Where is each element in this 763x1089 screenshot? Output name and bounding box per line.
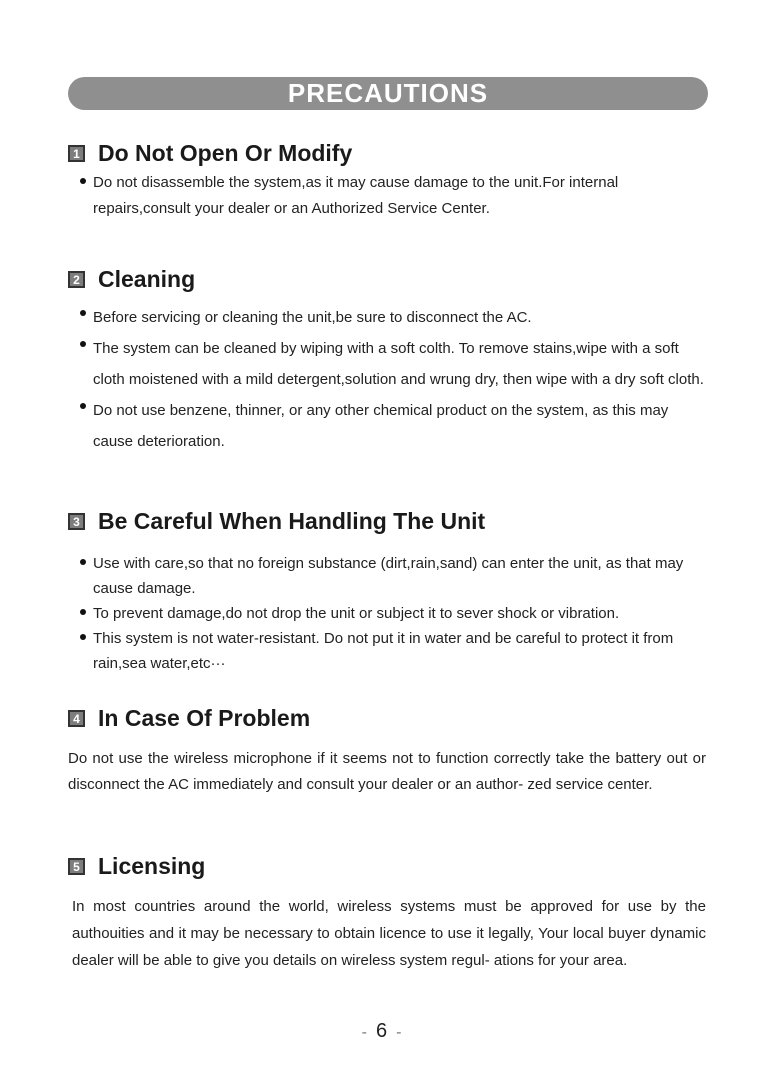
section-1-bullet-1: Do not disassemble the system,as it may cause damage to the unit.For internal repairs,consult your dealer or an Authorized Service Center. bbox=[78, 170, 708, 222]
section-2-bullet-2: The system can be cleaned by wiping with a soft colth. To remove stains,wipe with a soft cloth moistened with a mild detergent,solution and wrung dry, then wipe with a dry soft cloth. bbox=[78, 333, 708, 395]
page-title: PRECAUTIONS bbox=[287, 78, 489, 108]
section-4-title: In Case Of Problem bbox=[98, 705, 311, 731]
precautions-title-bar bbox=[68, 77, 708, 110]
section-5-title: Licensing bbox=[98, 853, 206, 879]
section-4-heading bbox=[68, 705, 310, 732]
section-5-number-box: 5 bbox=[68, 858, 85, 875]
section-2-title: Cleaning bbox=[98, 266, 196, 292]
section-2-bullet-3: Do not use benzene, thinner, or any other chemical product on the system, as this may cause deterioration. bbox=[78, 395, 708, 457]
page-number-dash-right: - bbox=[396, 1024, 402, 1041]
section-5-heading bbox=[68, 853, 205, 880]
section-3-bullet-1: Use with care,so that no foreign substance (dirt,rain,sand) can enter the unit, as that may cause damage. bbox=[78, 551, 708, 601]
section-1-number-box: 1 bbox=[68, 145, 85, 162]
section-2-bullets bbox=[78, 302, 708, 457]
section-3-bullet-3: This system is not water-resistant. Do not put it in water and be careful to protect it from rain,sea water,etc··· bbox=[78, 626, 708, 676]
page-number: 6 bbox=[375, 1020, 388, 1042]
section-2-number-box: 2 bbox=[68, 271, 85, 288]
section-4-paragraph: Do not use the wireless microphone if it seems not to function correctly take the battery out or disconnect the AC immediately and consult your dealer or an author- zed service center. bbox=[68, 750, 706, 793]
section-3-bullets bbox=[78, 551, 708, 676]
page-number-dash-left: - bbox=[361, 1024, 367, 1041]
section-2-heading bbox=[68, 266, 195, 293]
section-1-heading bbox=[68, 140, 352, 167]
section-5-paragraph: In most countries around the world, wireless systems must be approved for use by the authouities and it may be necessary to obtain licence to use it legally, Your local buyer dynamic dealer will be able to give you details on wireless system regul- ations for your area. bbox=[72, 898, 706, 969]
section-3-title: Be Careful When Handling The Unit bbox=[98, 508, 486, 534]
section-3-bullet-2: To prevent damage,do not drop the unit or subject it to sever shock or vibration. bbox=[78, 601, 708, 626]
section-3-heading bbox=[68, 508, 485, 535]
page-number-footer bbox=[0, 1020, 763, 1043]
section-1-bullets bbox=[78, 170, 708, 222]
section-1-title: Do Not Open Or Modify bbox=[98, 140, 353, 166]
section-4-number-box: 4 bbox=[68, 710, 85, 727]
section-2-bullet-1: Before servicing or cleaning the unit,be sure to disconnect the AC. bbox=[78, 302, 708, 333]
section-3-number-box: 3 bbox=[68, 513, 85, 530]
